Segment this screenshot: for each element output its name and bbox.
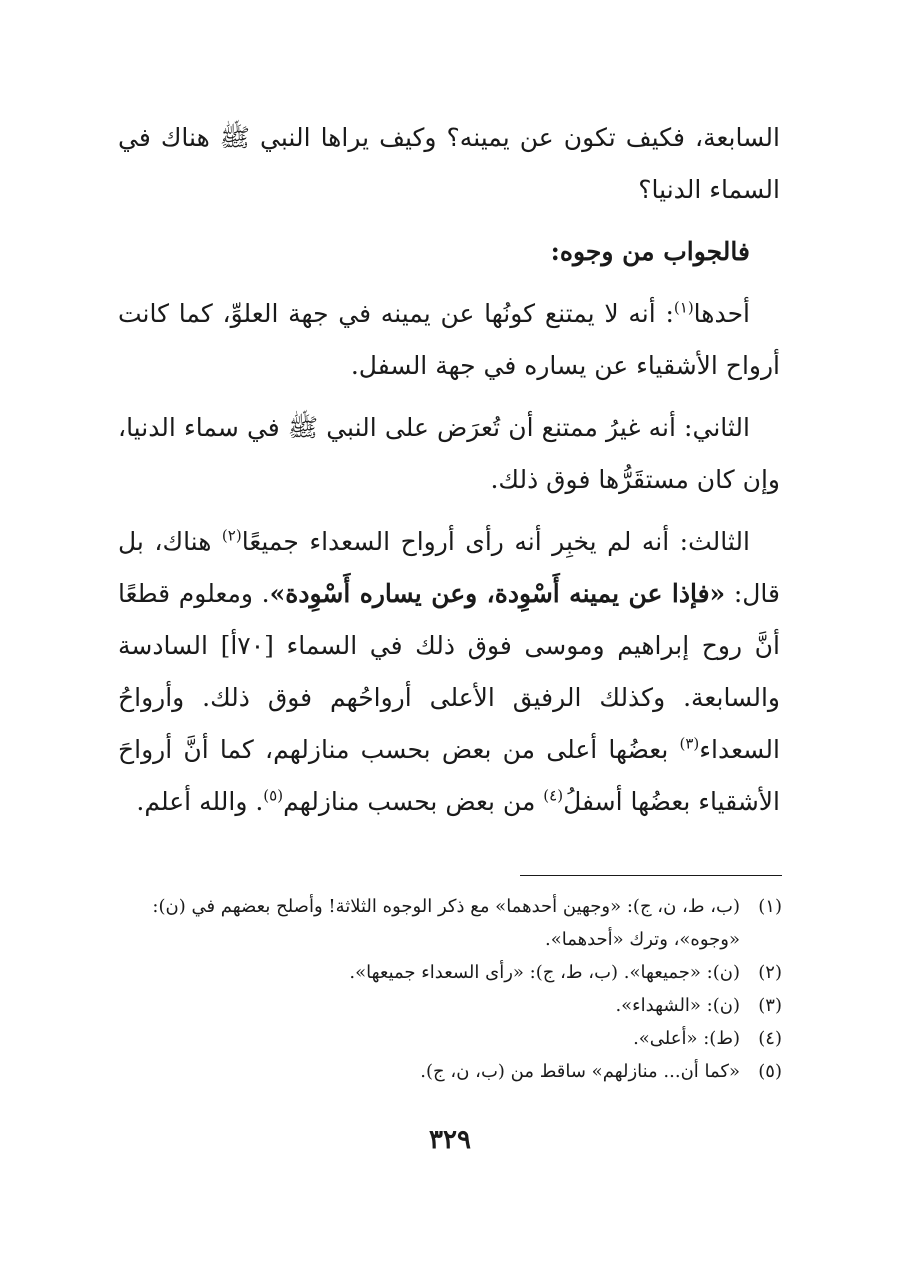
footnote-ref-5[interactable]: (٥) — [263, 786, 284, 805]
footnote-number: (٢) — [758, 962, 782, 983]
footnote-5 — [102, 1055, 782, 1088]
text-segment: الثالث: أنه لم يخبِر أنه رأى أرواح السعداء جميعًا — [241, 527, 750, 556]
footnote-text: «كما أن... منازلهم» ساقط من (ب، ن، ج). — [420, 1061, 740, 1082]
footnote-2 — [102, 956, 782, 989]
footnote-divider — [520, 875, 782, 876]
footnote-text: (ب، ط، ن، ج): «وجهين أحدهما» مع ذكر الوجوه الثلاثة! وأصلح بعضهم في (ن): «وجوه»، وترك «أحدهما». — [152, 896, 740, 950]
footnote-text: (ن): «الشهداء». — [615, 995, 740, 1016]
text-segment: . ومعلوم قطعًا أنَّ روح إبراهيم وموسى فوق ذلك في السماء [٧٠أ] السادسة والسابعة. وكذلك الرفيق الأعلى أرواحُهم فوق ذلك. وأرواحُ السعداء — [118, 579, 780, 764]
paragraph-first-aspect — [118, 288, 780, 392]
footnote-ref-4[interactable]: (٤) — [543, 786, 564, 805]
footnote-number: (٥) — [758, 1061, 782, 1082]
main-text — [118, 112, 780, 828]
footnotes — [102, 890, 782, 1088]
footnote-text: (ط): «أعلى». — [633, 1028, 740, 1049]
footnote-ref-2[interactable]: (٢) — [221, 526, 242, 545]
footnote-number: (٤) — [758, 1028, 782, 1049]
footnote-number: (٣) — [758, 995, 782, 1016]
paragraph-continuation: السابعة، فكيف تكون عن يمينه؟ وكيف يراها النبي ﷺ هناك في السماء الدنيا؟ — [118, 123, 780, 204]
footnote-3 — [102, 989, 782, 1022]
text-segment: من بعض بحسب منازلهم — [283, 787, 544, 816]
footnote-4 — [102, 1022, 782, 1055]
footnote-1 — [102, 890, 782, 956]
text-segment: : أنه لا يمتنع كونُها عن يمينه في جهة العلوِّ، كما كانت أرواح الأشقياء عن يساره في جهة السفل. — [118, 299, 780, 380]
text-segment: بعضُها أعلى من بعض بحسب منازلهم، كما أنَّ أرواحَ الأشقياء بعضُها أسفلُ — [118, 735, 780, 816]
footnote-number: (١) — [758, 896, 782, 917]
footnote-ref-3[interactable]: (٣) — [679, 734, 700, 753]
footnote-text: (ن): «جميعها». (ب، ط، ج): «رأى السعداء جميعها». — [349, 962, 740, 983]
footnote-ref-1[interactable]: (١) — [673, 298, 694, 317]
hadith-quote: «فإذا عن يمينه أَسْوِدة، وعن يساره أَسْوِدة» — [269, 579, 726, 608]
text-segment: هناك، بل قال: — [118, 527, 780, 608]
page-number: ٣٢٩ — [429, 1125, 471, 1155]
paragraph-second-aspect: الثاني: أنه غيرُ ممتنع أن تُعرَض على النبي ﷺ في سماء الدنيا، وإن كان مستقَرُّها فوق ذلك. — [118, 413, 780, 494]
paragraph-third-aspect — [118, 516, 780, 828]
text-segment: أحدها — [693, 299, 750, 328]
text-segment: . والله أعلم. — [136, 787, 264, 816]
section-heading: فالجواب من وجوه: — [550, 237, 750, 266]
